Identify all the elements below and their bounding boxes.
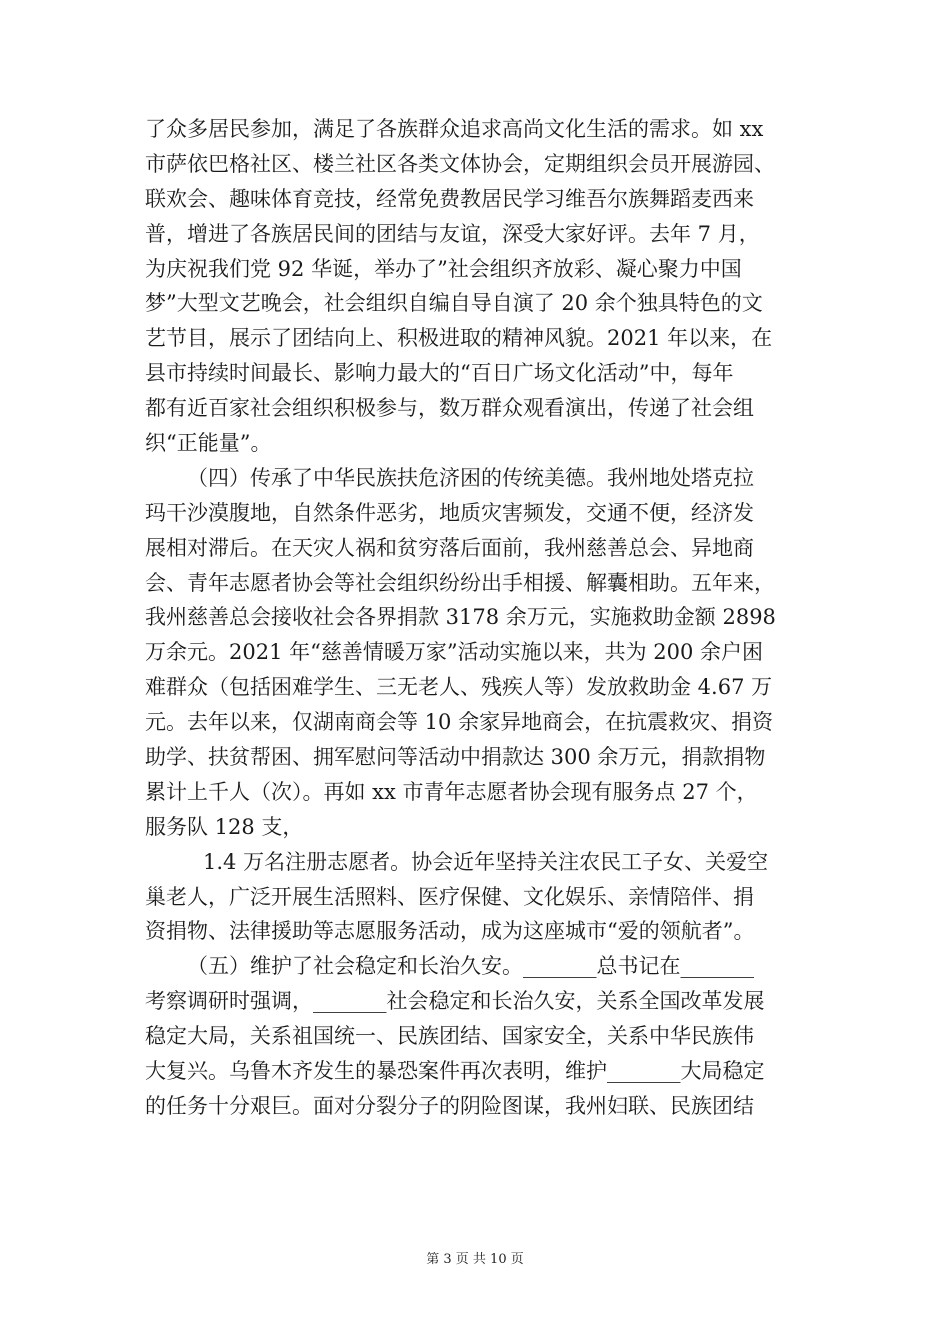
text-line: 的任务十分艰巨。面对分裂分子的阴险图谋，我州妇联、民族团结	[145, 1093, 754, 1118]
text-line: 会、青年志愿者协会等社会组织纷纷出手相援、解囊相助。五年来，	[145, 570, 775, 595]
text-line: 县市持续时间最长、影响力最大的“百日广场文化活动”中，每年	[145, 361, 734, 386]
text-line: 展相对滞后。在天灾人祸和贫穷落后面前，我州慈善总会、异地商	[145, 535, 754, 560]
text-line: 大复兴。乌鲁木齐发生的暴恐案件再次表明，维护_______大局稳定	[145, 1059, 765, 1084]
text-line: 了众多居民参加，满足了各族群众追求高尚文化生活的需求。如 xx	[145, 117, 764, 141]
text-line: 资捐物、法律援助等志愿服务活动，成为这座城市“爱的领航者”。	[145, 919, 755, 944]
text-line: 我州慈善总会接收社会各界捐款 3178 余万元，实施救助金额 2898	[145, 605, 776, 630]
text-line: 难群众（包括困难学生、三无老人、残疾人等）发放救助金 4.67 万	[145, 675, 773, 700]
text-line: 元。去年以来，仅湖南商会等 10 余家异地商会，在抗震救灾、捐资	[145, 710, 774, 735]
text-line: 市萨依巴格社区、楼兰社区各类文体协会，定期组织会员开展游园、	[145, 151, 775, 176]
paragraph-start-line: 1.4 万名注册志愿者。协会近年坚持关注农民工子女、关爱空	[203, 849, 769, 874]
text-line: 助学、扶贫帮困、拥军慰问等活动中捐款达 300 余万元，捐款捐物	[145, 745, 766, 770]
text-line: 玛干沙漠腹地，自然条件恶劣，地质灾害频发，交通不便，经济发	[145, 500, 754, 525]
text-line: 联欢会、趣味体育竞技，经常免费教居民学习维吾尔族舞蹈麦西来	[145, 186, 754, 211]
text-line: 累计上千人（次）。再如 xx 市青年志愿者协会现有服务点 27 个，	[145, 779, 758, 804]
paragraph-start-line: （四）传承了中华民族扶危济困的传统美德。我州地处塔克拉	[187, 465, 754, 490]
paragraph-start-line: （五）维护了社会稳定和长治久安。_______总书记在_______	[187, 954, 754, 979]
text-line: 稳定大局，关系祖国统一、民族团结、国家安全，关系中华民族伟	[145, 1024, 754, 1049]
text-line: 服务队 128 支，	[145, 814, 304, 839]
body-text	[145, 112, 810, 1124]
text-line: 为庆祝我们党 92 华诞，举办了”社会组织齐放彩、凝心聚力中国	[145, 256, 742, 281]
page-number-footer: 第 3 页 共 10 页	[426, 1252, 524, 1267]
text-line: 织“正能量”。	[145, 431, 272, 456]
text-line: 巢老人，广泛开展生活照料、医疗保健、文化娱乐、亲情陪伴、捐	[145, 884, 754, 909]
text-line: 梦”大型文艺晚会，社会组织自编自导自演了 20 余个独具特色的文	[145, 291, 763, 316]
text-line: 都有近百家社会组织积极参与，数万群众观看演出，传递了社会组	[145, 396, 754, 421]
text-line: 普，增进了各族居民间的团结与友谊，深受大家好评。去年 7 月，	[145, 221, 760, 246]
text-line: 万余元。2021 年“慈善情暖万家”活动实施以来，共为 200 余户困	[145, 640, 764, 665]
text-line: 考察调研时强调，_______社会稳定和长治久安，关系全国改革发展	[145, 989, 765, 1014]
text-line: 艺节目，展示了团结向上、积极进取的精神风貌。2021 年以来，在	[145, 326, 773, 351]
